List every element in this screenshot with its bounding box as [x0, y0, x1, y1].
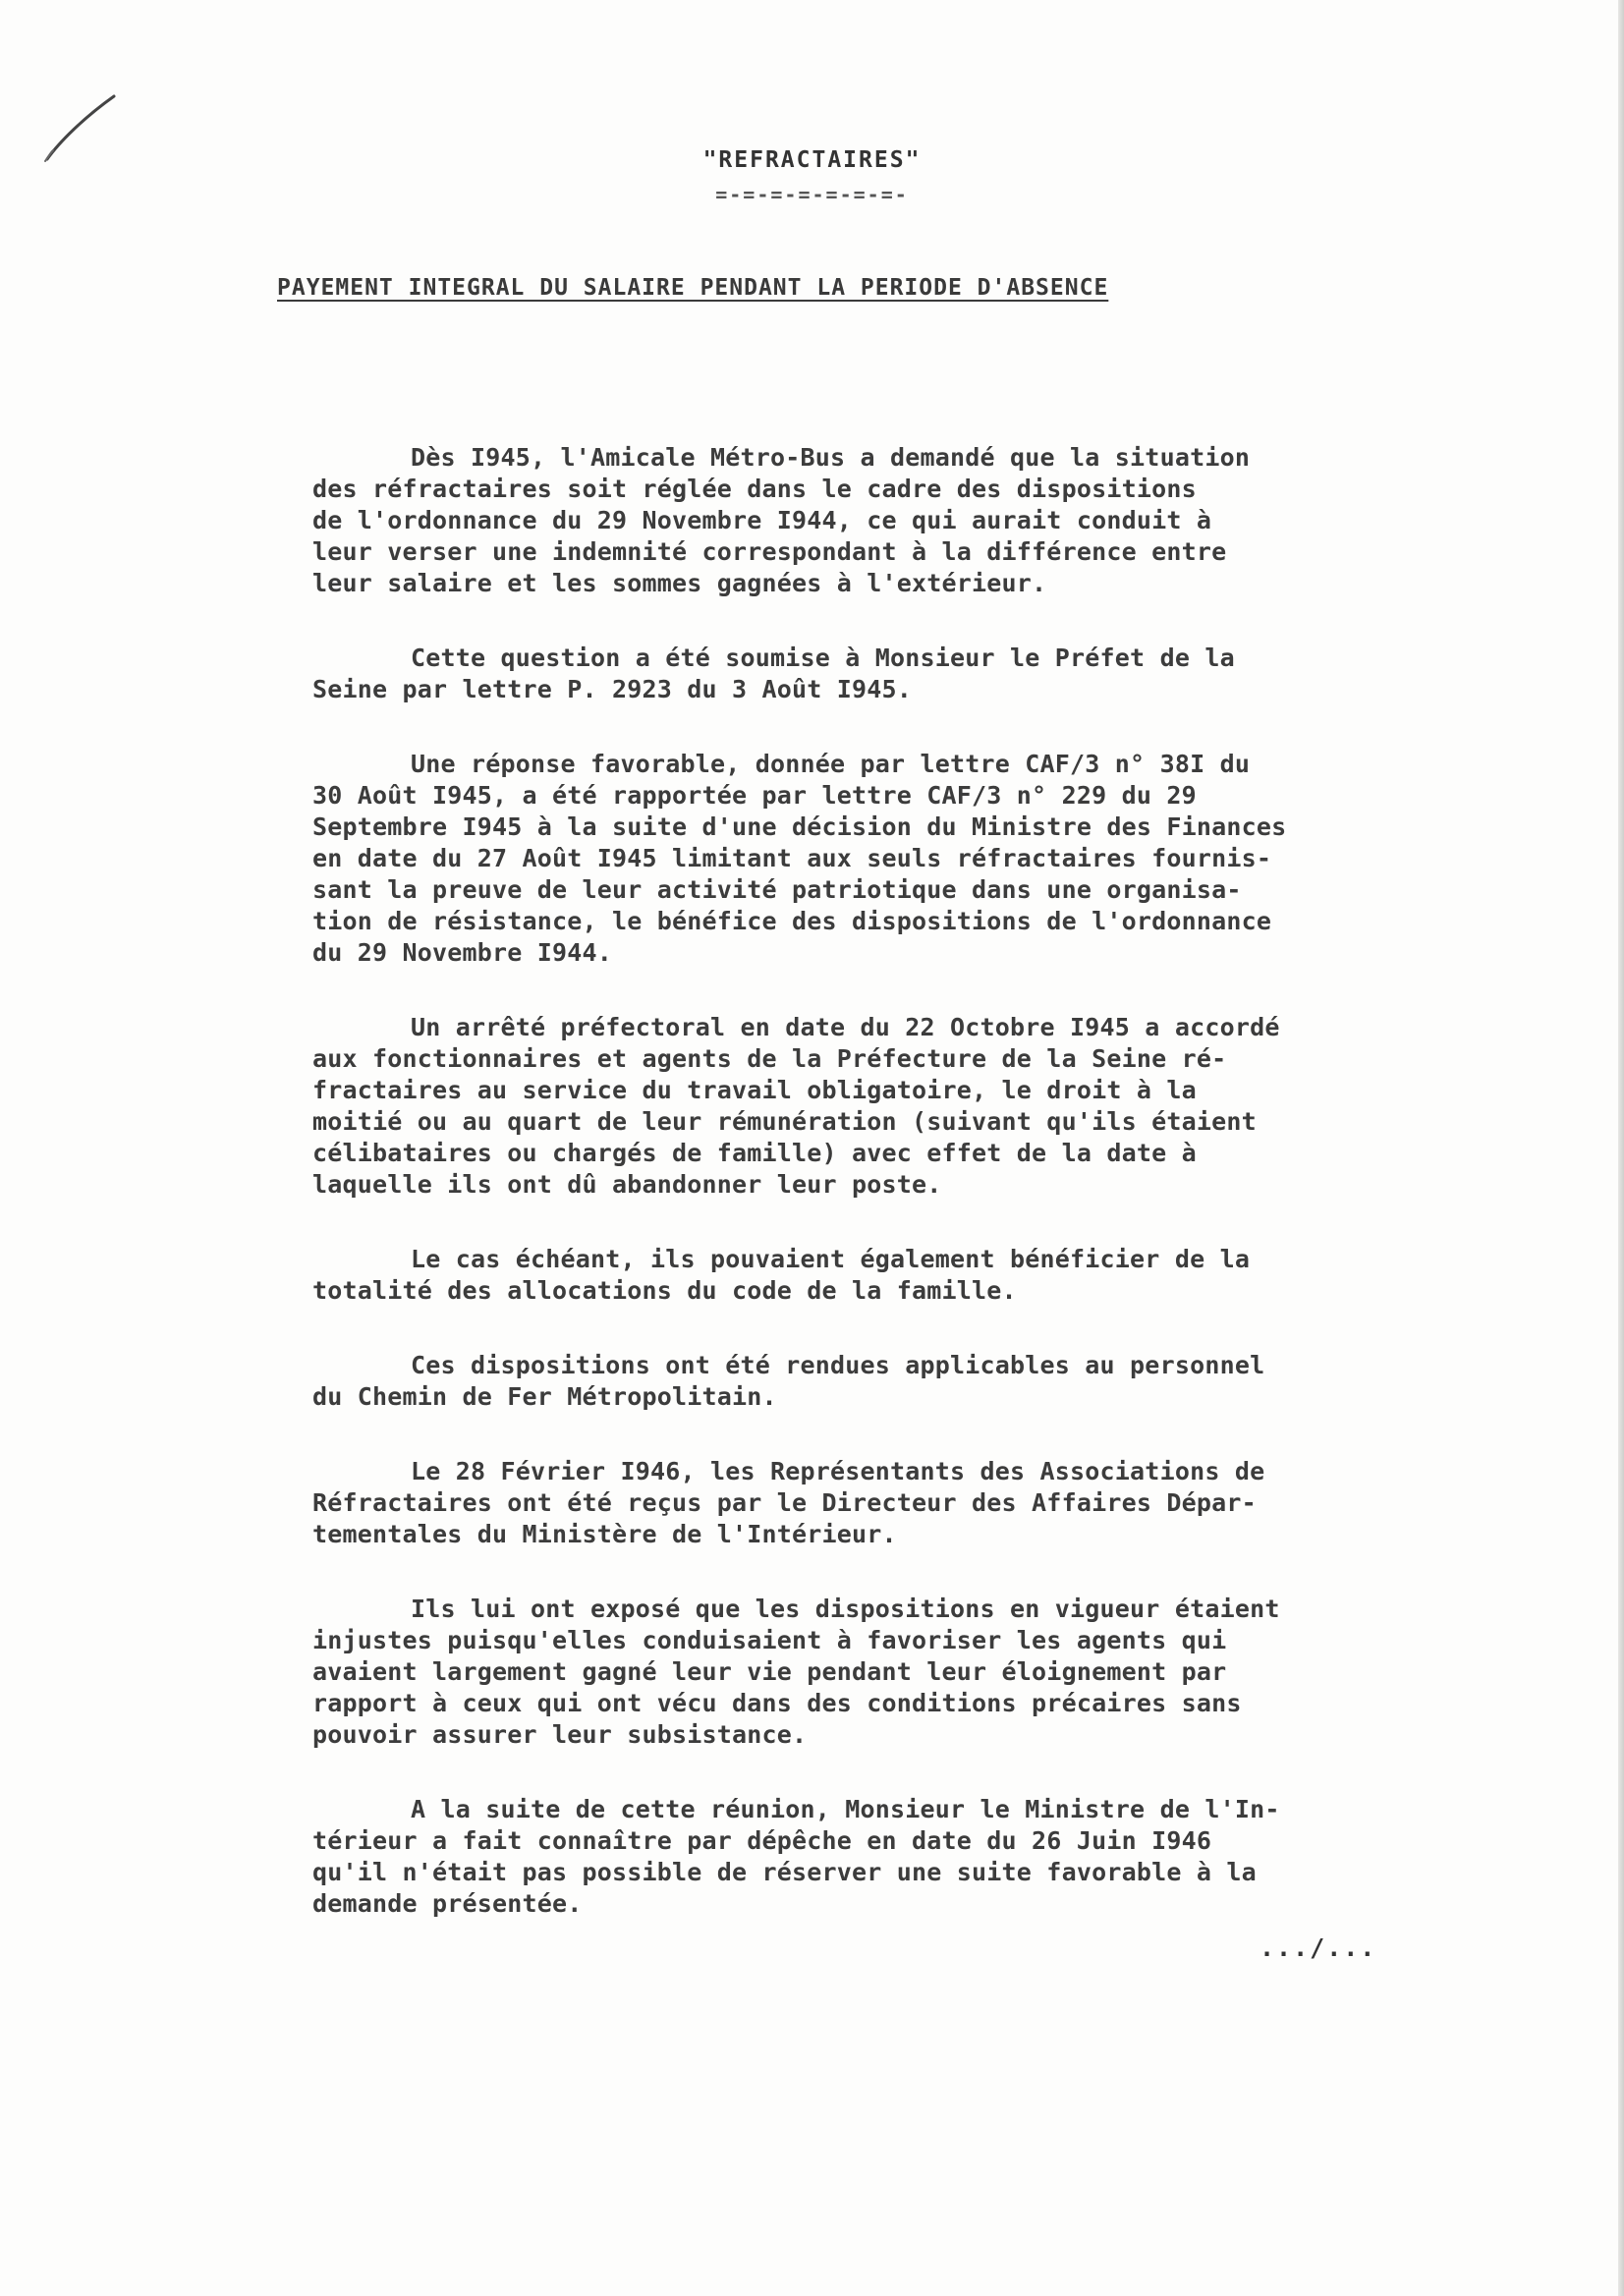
paragraph-line: tion de résistance, le bénéfice des dispositions de l'ordonnance	[312, 907, 1272, 935]
paragraph-line: Ces dispositions ont été rendues applicables au personnel	[411, 1351, 1265, 1379]
paragraph-line: du 29 Novembre I944.	[312, 938, 613, 967]
paragraph-line: Ils lui ont exposé que les dispositions en vigueur étaient	[411, 1595, 1280, 1623]
paragraph-line: Un arrêté préfectoral en date du 22 Octobre I945 a accordé	[411, 1013, 1280, 1041]
paragraph-line: célibataires ou chargés de famille) avec effet de la date à	[312, 1139, 1197, 1167]
paragraph-line: Septembre I945 à la suite d'une décision du Ministre des Finances	[312, 812, 1287, 841]
paragraph-5	[312, 1244, 1562, 1307]
paragraph-7	[312, 1456, 1562, 1550]
title-underline-rule: =-=-=-=-=-=-=-	[715, 183, 909, 206]
paragraph-line: pouvoir assurer leur subsistance.	[312, 1720, 808, 1749]
paragraph-line: Une réponse favorable, donnée par lettre CAF/3 n° 38I du	[411, 750, 1251, 778]
paragraph-line: Seine par lettre P. 2923 du 3 Août I945.	[312, 675, 913, 703]
page-edge	[1618, 0, 1624, 2296]
paragraph-line: leur salaire et les sommes gagnées à l'extérieur.	[312, 569, 1047, 597]
document-subtitle: PAYEMENT INTEGRAL DU SALAIRE PENDANT LA PERIODE D'ABSENCE	[277, 275, 1109, 301]
paragraph-2	[312, 643, 1562, 705]
paragraph-9	[312, 1794, 1562, 1920]
paragraph-line: laquelle ils ont dû abandonner leur poste.	[312, 1170, 942, 1199]
document-body	[312, 442, 1562, 1963]
paragraph-line: moitié ou au quart de leur rémunération (suivant qu'ils étaient	[312, 1107, 1257, 1136]
paragraph-line: Le cas échéant, ils pouvaient également bénéficier de la	[411, 1245, 1251, 1273]
paragraph-line: demande présentée.	[312, 1889, 583, 1918]
paragraph-line: A la suite de cette réunion, Monsieur le Ministre de l'In-	[411, 1795, 1280, 1823]
continuation-mark: .../...	[1260, 1933, 1377, 1962]
paragraph-line: qu'il n'était pas possible de réserver une suite favorable à la	[312, 1858, 1257, 1886]
paragraph-line: fractaires au service du travail obligatoire, le droit à la	[312, 1076, 1197, 1104]
paragraph-line: du Chemin de Fer Métropolitain.	[312, 1382, 777, 1411]
paragraph-line: aux fonctionnaires et agents de la Préfecture de la Seine ré-	[312, 1044, 1227, 1073]
paragraph-line: Cette question a été soumise à Monsieur le Préfet de la	[411, 644, 1235, 672]
paragraph-line: injustes puisqu'elles conduisaient à favoriser les agents qui	[312, 1626, 1227, 1654]
document-title: "REFRACTAIRES"	[702, 147, 922, 173]
paragraph-line: de l'ordonnance du 29 Novembre I944, ce qui aurait conduit à	[312, 506, 1212, 534]
paragraph-line: térieur a fait connaître par dépêche en date du 26 Juin I946	[312, 1826, 1212, 1855]
paragraph-line: leur verser une indemnité correspondant à la différence entre	[312, 537, 1227, 566]
paragraph-3	[312, 749, 1562, 969]
paragraph-1	[312, 442, 1562, 599]
paragraph-line: rapport à ceux qui ont vécu dans des conditions précaires sans	[312, 1689, 1242, 1717]
paragraph-line: des réfractaires soit réglée dans le cadre des dispositions	[312, 475, 1197, 503]
paragraph-8	[312, 1594, 1562, 1751]
paragraph-line: en date du 27 Août I945 limitant aux seuls réfractaires fournis-	[312, 844, 1272, 872]
paragraph-line: Dès I945, l'Amicale Métro-Bus a demandé que la situation	[411, 443, 1251, 472]
paragraph-line: Le 28 Février I946, les Représentants des Associations de	[411, 1457, 1265, 1485]
paragraph-4	[312, 1012, 1562, 1201]
paragraph-line: Réfractaires ont été reçus par le Directeur des Affaires Dépar-	[312, 1488, 1257, 1517]
paragraph-line: totalité des allocations du code de la famille.	[312, 1276, 1017, 1305]
paragraph-line: 30 Août I945, a été rapportée par lettre CAF/3 n° 229 du 29	[312, 781, 1197, 810]
paragraph-6	[312, 1350, 1562, 1413]
paragraph-line: tementales du Ministère de l'Intérieur.	[312, 1520, 897, 1548]
paragraph-line: sant la preuve de leur activité patriotique dans une organisa-	[312, 875, 1242, 904]
paragraph-line: avaient largement gagné leur vie pendant leur éloignement par	[312, 1657, 1227, 1686]
